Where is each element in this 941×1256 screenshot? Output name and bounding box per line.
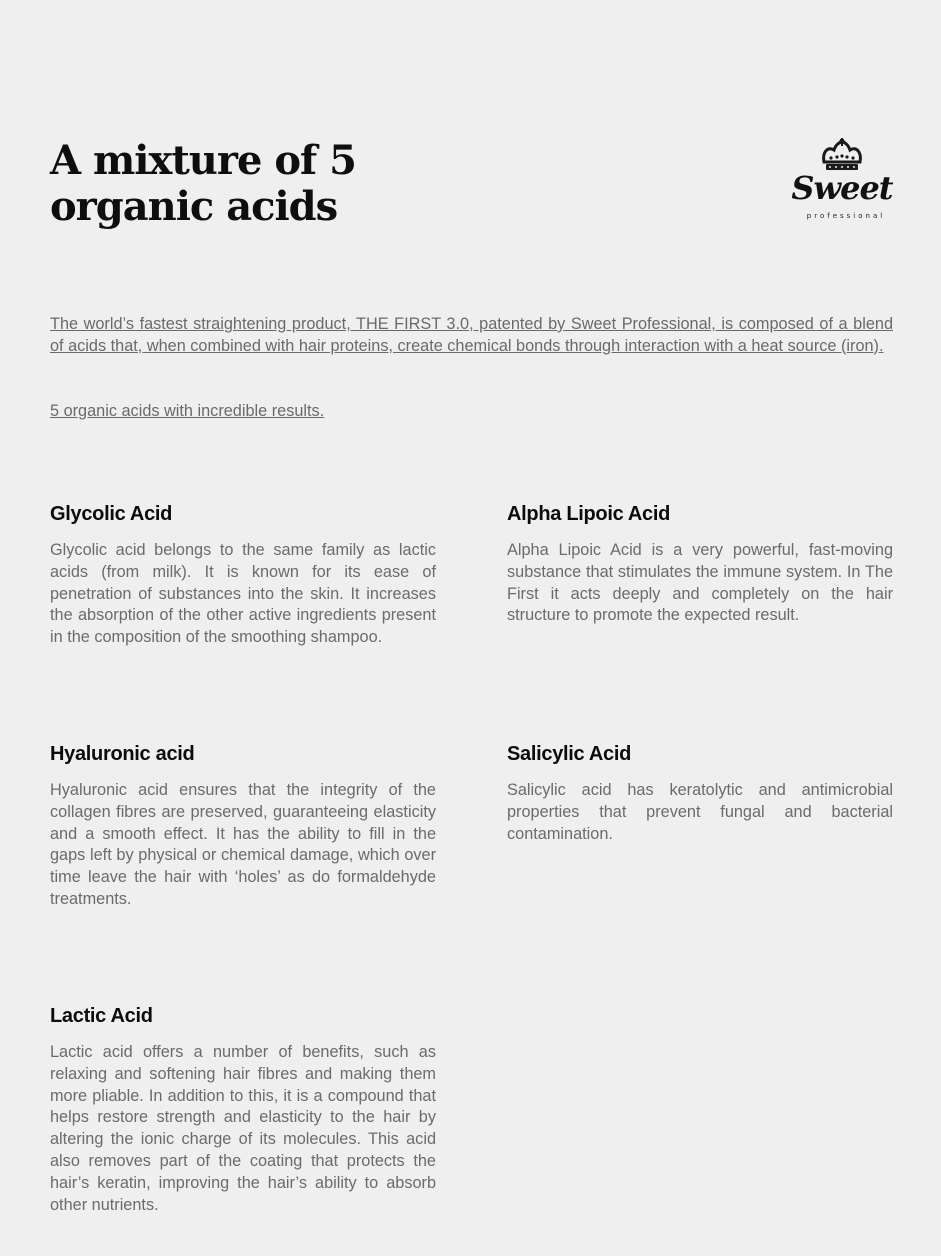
acid-section-hyaluronic — [50, 742, 436, 911]
acid-description: Hyaluronic acid ensures that the integrity of the collagen fibres are preserved, guaranteeing elasticity and a smooth effect. It has the ability to fill in the gaps left by physical or chemical damage, which over time leave the hair with ‘holes’ as do formaldehyde treatments. — [50, 781, 436, 908]
acid-section-lactic — [50, 1004, 436, 1216]
acid-section-alpha-lipoic — [507, 502, 893, 627]
intro-paragraph: The world’s fastest straightening product, THE FIRST 3.0, patented by Sweet Professional, is composed of a blend of acids that, when combined with hair proteins, create chemical bonds through interaction with a heat source (iron). — [50, 315, 893, 355]
acid-section-glycolic — [50, 502, 436, 649]
page-title — [50, 138, 430, 230]
acid-heading: Alpha Lipoic Acid — [507, 503, 671, 525]
brand-logo — [786, 138, 898, 228]
acid-description: Salicylic acid has keratolytic and antimicrobial properties that prevent fungal and bacterial contamination. — [507, 781, 893, 843]
acid-heading: Hyaluronic acid — [50, 743, 195, 765]
intro-tagline: 5 organic acids with incredible results. — [50, 402, 325, 420]
crown-icon — [820, 138, 864, 172]
acid-section-salicylic — [507, 742, 893, 845]
page-title-line2: organic acids — [50, 183, 338, 230]
acid-description: Lactic acid offers a number of benefits, such as relaxing and softening hair fibres and making them more pliable. In addition to this, it is a compound that helps restore strength and elasticity to the hair by altering the ionic charge of its molecules. This acid also removes part of the coating that protects the hair’s keratin, improving the hair’s ability to absorb other nutrients. — [50, 1043, 436, 1214]
page-title-line1: A mixture of 5 — [50, 137, 356, 184]
acid-heading: Lactic Acid — [50, 1005, 153, 1027]
logo-wordmark: Sweet — [791, 169, 893, 207]
logo-subtitle: professional — [806, 212, 886, 220]
acid-description: Alpha Lipoic Acid is a very powerful, fast-moving substance that stimulates the immune system. In The First it acts deeply and completely on the hair structure to promote the expected result. — [507, 541, 893, 625]
acid-description: Glycolic acid belongs to the same family as lactic acids (from milk). It is known for its ease of penetration of substances into the skin. It increases the absorption of the other active ingredients present in the composition of the smoothing shampoo. — [50, 541, 436, 647]
acid-heading: Salicylic Acid — [507, 743, 632, 765]
acid-heading: Glycolic Acid — [50, 503, 173, 525]
